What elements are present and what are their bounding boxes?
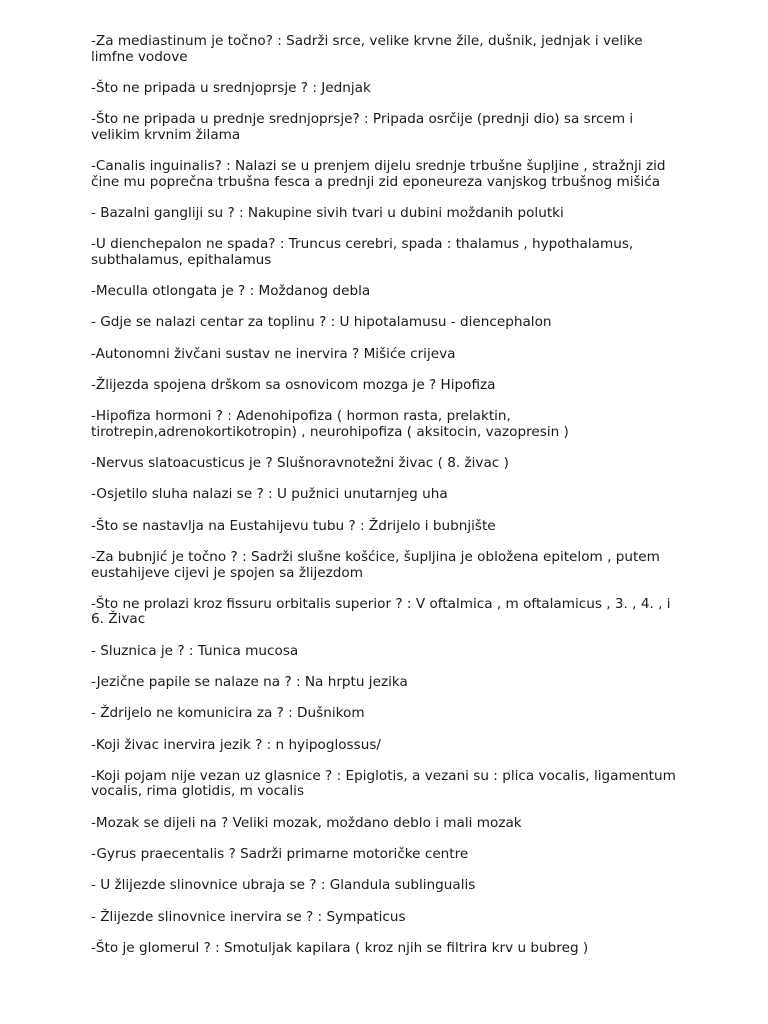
qa-item: - U žlijezde slinovnice ubraja se ? : Glandula sublingualis [91,877,476,894]
qa-item: -Što ne prolazi kroz fissuru orbitalis superior ? : V oftalmica , m oftalamicus , 3. , 4. , i 6. Živac [91,595,671,628]
qa-item: -Meculla otlongata je ? : Moždanog debla [91,283,371,300]
qa-item: -Osjetilo sluha nalazi se ? : U pužnici unutarnjeg uha [91,486,448,503]
qa-item: - Žlijezde slinovnice inervira se ? : Sympaticus [91,908,406,925]
qa-item: -Za mediastinum je točno? : Sadrži srce, velike krvne žile, dušnik, jednjak i velike limfne vodove [91,33,643,65]
qa-item: - Sluznica je ? : Tunica mucosa [91,642,299,659]
qa-item: - Bazalni gangliji su ? : Nakupine sivih tvari u dubini moždanih polutki [91,204,564,221]
qa-item: -Što je glomerul ? : Smotuljak kapilara ( kroz njih se filtrira krv u bubreg ) [91,939,589,956]
qa-item: -Autonomni živčani sustav ne inervira ? Mišiće crijeva [91,345,456,362]
qa-item: -Koji živac inervira jezik ? : n hyipoglossus/ [91,736,381,753]
qa-item: -U dienchepalon ne spada? : Truncus cerebri, spada : thalamus , hypothalamus, subthalamus, epithalamus [91,236,634,268]
qa-item: -Hipofiza hormoni ? : Adenohipofiza ( hormon rasta, prelaktin, tirotrepin,adrenokortikotropin) , neurohipofiza ( aksitocin, vazopresin ) [91,408,569,440]
qa-item: -Gyrus praecentalis ? Sadrži primarne motoričke centre [91,845,469,862]
qa-item: -Mozak se dijeli na ? Veliki mozak, moždano deblo i mali mozak [91,814,522,831]
qa-item: -Jezične papile se nalaze na ? : Na hrptu jezika [91,673,408,690]
qa-item: -Što ne pripada u srednjoprsje ? : Jednjak [91,79,371,96]
qa-item: -Nervus slatoacusticus je ? Slušnoravnotežni živac ( 8. živac ) [91,455,509,472]
qa-item: -Koji pojam nije vezan uz glasnice ? : Epiglotis, a vezani su : plica vocalis, ligamentum vocalis, rima glotidis, m vocalis [91,767,676,800]
qa-list [91,34,681,972]
qa-item: -Što ne pripada u prednje srednjoprsje? : Pripada osrčije (prednji dio) sa srcem i velikim krvnim žilama [91,111,634,143]
qa-item: - Gdje se nalazi centar za toplinu ? : U hipotalamusu - diencephalon [91,314,552,331]
qa-item: -Što se nastavlja na Eustahijevu tubu ? : Ždrijelo i bubnjište [91,517,496,534]
qa-item: -Canalis inguinalis? : Nalazi se u prenjem dijelu srednje trbušne šupljine , stražnji zid čine mu poprečna trbušna fesca a prednji zid eponeureza vanjskog trbušnog mišića [91,158,666,190]
qa-item: -Za bubnjić je točno ? : Sadrži slušne košćice, šupljina je obložena epitelom , putem eustahijeve cijevi je spojen sa žlijezdom [91,548,660,581]
qa-item: -Žlijezda spojena drškom sa osnovicom mozga je ? Hipofiza [91,376,496,393]
qa-item: - Ždrijelo ne komunicira za ? : Dušnikom [91,705,365,722]
